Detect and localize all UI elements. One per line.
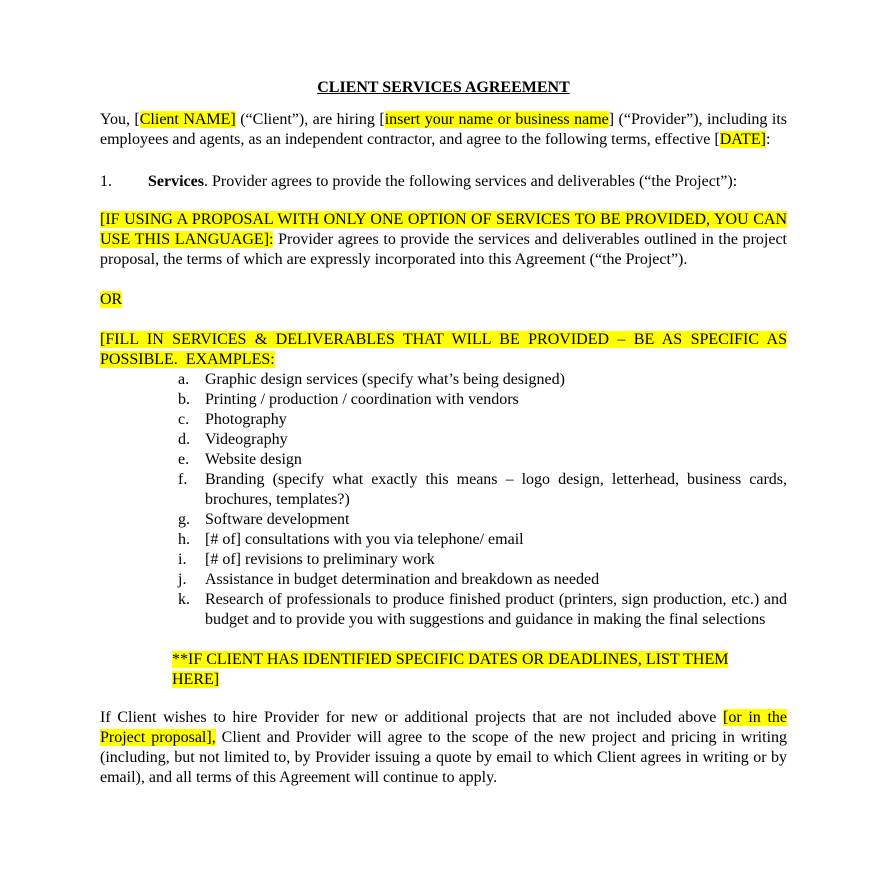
list-item-text: Website design <box>205 451 302 468</box>
list-item-marker: b. <box>178 391 190 408</box>
list-item-marker: c. <box>178 411 190 428</box>
list-item-marker: j. <box>178 571 187 588</box>
intro-paragraph <box>100 110 787 150</box>
client-name-placeholder-highlight: Client NAME] <box>139 111 236 128</box>
services-list <box>100 370 787 630</box>
list-item <box>100 470 787 510</box>
list-item-marker: d. <box>178 431 190 448</box>
list-item <box>100 510 787 530</box>
additional-projects-text-rest: Client and Provider will agree to the scope of the new project and pricing in writing (including, but not limited to, by Provider issuing a quote by email to which Client agrees in writing or by email), and all terms of this Agreement will continue to apply. <box>100 729 788 786</box>
list-item-text: Printing / production / coordination with vendors <box>205 391 519 408</box>
list-item-marker: g. <box>178 511 190 528</box>
proposal-option-paragraph <box>100 210 787 270</box>
list-item <box>100 450 787 470</box>
list-item-text: Photography <box>205 411 287 428</box>
list-item-text: Software development <box>205 511 350 528</box>
list-item-marker: f. <box>178 471 188 488</box>
list-item <box>100 370 787 390</box>
intro-text-mid2: ] (“Provider”), including its employees and agents, as an independent contractor, and agree to the following terms, effective [ <box>100 111 788 148</box>
list-item <box>100 390 787 410</box>
list-item <box>100 550 787 570</box>
list-item <box>100 410 787 430</box>
list-item-marker: k. <box>178 591 190 608</box>
list-item-marker: e. <box>178 451 190 468</box>
list-item-marker: i. <box>178 551 187 568</box>
provider-name-placeholder-highlight: insert your name or business name <box>384 111 609 128</box>
list-item-text: [# of] consultations with you via telephone/ email <box>205 531 524 548</box>
list-item <box>100 590 787 630</box>
list-item <box>100 570 787 590</box>
list-item-text: Videography <box>205 431 288 448</box>
services-section-paragraph <box>100 172 787 192</box>
or-separator-paragraph <box>100 290 787 310</box>
project-proposal-highlight: [or in the Project proposal], <box>100 709 788 746</box>
deadlines-note-paragraph <box>172 650 740 690</box>
intro-text-pre: You, [ <box>100 111 140 128</box>
list-item-text: Branding (specify what exactly this means – logo design, letterhead, business cards, brochures, templates?) <box>205 471 787 508</box>
date-placeholder-highlight: DATE] <box>719 131 766 148</box>
list-item-text: Assistance in budget determination and breakdown as needed <box>205 571 600 588</box>
intro-text-end: : <box>765 131 771 148</box>
section-body-text: . Provider agrees to provide the following services and deliverables (“the Project”): <box>203 173 738 190</box>
document-title: CLIENT SERVICES AGREEMENT <box>317 79 570 96</box>
list-item-text: Graphic design services (specify what’s being designed) <box>205 371 565 388</box>
list-item-text: [# of] revisions to preliminary work <box>205 551 435 568</box>
proposal-option-text: Provider agrees to provide the services and deliverables outlined in the project proposal, the terms of which are expressly incorporated into this Agreement (“the Project”). <box>100 231 788 268</box>
additional-projects-paragraph <box>100 708 787 788</box>
fill-in-services-paragraph <box>100 330 787 370</box>
deadlines-note-highlight: **IF CLIENT HAS IDENTIFIED SPECIFIC DATES OR DEADLINES, LIST THEM HERE] <box>172 651 729 688</box>
section-heading: Services <box>148 173 204 190</box>
additional-projects-text-pre: If Client wishes to hire Provider for new or additional projects that are not included above <box>100 709 724 726</box>
list-item-marker: a. <box>178 371 190 388</box>
list-item-marker: h. <box>178 531 190 548</box>
list-item-text: Research of professionals to produce finished product (printers, sign production, etc.) and budget and to provide you with suggestions and guidance in making the final selections <box>205 591 787 628</box>
intro-text-mid1: (“Client”), are hiring [ <box>235 111 385 128</box>
proposal-option-highlight: [IF USING A PROPOSAL WITH ONLY ONE OPTION OF SERVICES TO BE PROVIDED, YOU CAN USE THIS LANGUAGE]: <box>100 211 787 248</box>
list-item <box>100 430 787 450</box>
fill-in-services-highlight: [FILL IN SERVICES & DELIVERABLES THAT WILL BE PROVIDED – BE AS SPECIFIC AS POSSIBLE. EXAMPLES: <box>100 331 787 368</box>
list-item <box>100 530 787 550</box>
section-number: 1. <box>100 173 112 190</box>
or-separator-highlight: OR <box>100 291 123 308</box>
